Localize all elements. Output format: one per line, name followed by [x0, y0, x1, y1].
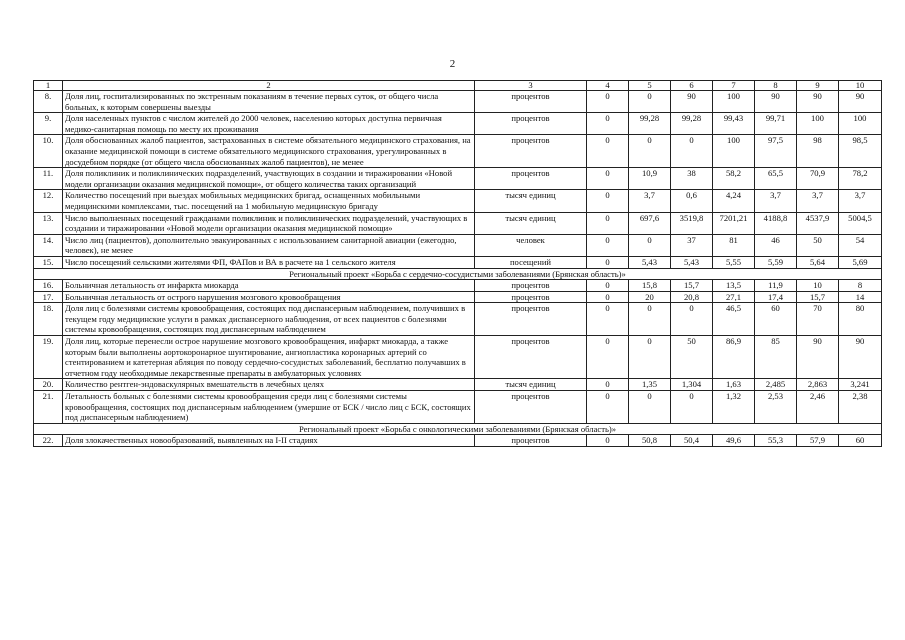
value-cell: 3,7 [629, 190, 671, 212]
section-header-row [34, 423, 882, 435]
indicator-name-cell: Количество рентген-эндоваскулярных вмешательств в лечебных целях [63, 379, 475, 391]
value-cell: 0,6 [671, 190, 713, 212]
table-row [34, 435, 882, 447]
value-cell: 100 [839, 113, 882, 135]
column-number-cell: 10 [839, 81, 882, 91]
column-number-cell: 2 [63, 81, 475, 91]
row-number-cell: 9. [34, 113, 63, 135]
unit-cell: процентов [475, 280, 587, 292]
value-cell: 2,53 [755, 391, 797, 424]
value-cell: 3,7 [839, 190, 882, 212]
value-cell: 90 [755, 91, 797, 113]
value-cell: 5,69 [839, 256, 882, 268]
value-cell: 13,5 [713, 280, 755, 292]
row-number-cell: 13. [34, 212, 63, 234]
row-number-cell: 17. [34, 291, 63, 303]
row-number-cell: 18. [34, 303, 63, 336]
page-number: 2 [449, 58, 456, 70]
row-number-cell: 21. [34, 391, 63, 424]
unit-cell: процентов [475, 291, 587, 303]
value-cell: 0 [587, 435, 629, 447]
unit-cell: процентов [475, 168, 587, 190]
unit-cell: посещений [475, 256, 587, 268]
unit-cell: процентов [475, 135, 587, 168]
value-cell: 50,4 [671, 435, 713, 447]
value-cell: 57,9 [797, 435, 839, 447]
table-row [34, 256, 882, 268]
value-cell: 2,46 [797, 391, 839, 424]
value-cell: 10,9 [629, 168, 671, 190]
section-title: Региональный проект «Борьба с сердечно-сосудистыми заболеваниями (Брянская область)» [34, 268, 882, 280]
value-cell: 98 [797, 135, 839, 168]
column-number-cell: 6 [671, 81, 713, 91]
value-cell: 20,8 [671, 291, 713, 303]
value-cell: 0 [629, 91, 671, 113]
value-cell: 90 [839, 91, 882, 113]
value-cell: 0 [587, 168, 629, 190]
value-cell: 55,3 [755, 435, 797, 447]
value-cell: 46 [755, 234, 797, 256]
value-cell: 0 [587, 256, 629, 268]
value-cell: 0 [587, 336, 629, 379]
value-cell: 50,8 [629, 435, 671, 447]
row-number-cell: 20. [34, 379, 63, 391]
value-cell: 5,43 [629, 256, 671, 268]
indicator-name-cell: Число лиц (пациентов), дополнительно эвакуированных с использованием санитарной авиации (ежегодно, человек), не менее [63, 234, 475, 256]
row-number-cell: 14. [34, 234, 63, 256]
value-cell: 0 [587, 391, 629, 424]
indicator-name-cell: Доля обоснованных жалоб пациентов, застрахованных в системе обязательного медицинского страхования, на оказание медицинской помощи в системе обязательного медицинского страхования, урегулированных в досудебном порядке (от общего числа обоснованных жалоб пациентов), не менее [63, 135, 475, 168]
column-number-cell: 9 [797, 81, 839, 91]
column-number-cell: 5 [629, 81, 671, 91]
value-cell: 100 [797, 113, 839, 135]
value-cell: 1,35 [629, 379, 671, 391]
value-cell: 3,7 [797, 190, 839, 212]
indicator-name-cell: Летальность больных с болезнями системы кровообращения среди лиц с болезнями системы кровообращения, состоящих под диспансерным наблюдением (умершие от БСК / число лиц с БСК, состоящих под диспансерным наблюдением) [63, 391, 475, 424]
row-number-cell: 12. [34, 190, 63, 212]
value-cell: 4188,8 [755, 212, 797, 234]
value-cell: 0 [587, 212, 629, 234]
row-number-cell: 11. [34, 168, 63, 190]
indicator-name-cell: Доля поликлиник и поликлинических подразделений, участвующих в создании и тиражировании «Новой модели организации оказания медицинской помощи», от общего количества таких организаций [63, 168, 475, 190]
value-cell: 78,2 [839, 168, 882, 190]
table-row [34, 135, 882, 168]
unit-cell: процентов [475, 391, 587, 424]
value-cell: 0 [671, 135, 713, 168]
row-number-cell: 19. [34, 336, 63, 379]
table-row [34, 280, 882, 292]
value-cell: 99,28 [629, 113, 671, 135]
table-row [34, 168, 882, 190]
value-cell: 15,7 [671, 280, 713, 292]
value-cell: 5,55 [713, 256, 755, 268]
column-number-cell: 1 [34, 81, 63, 91]
value-cell: 49,6 [713, 435, 755, 447]
unit-cell: тысяч единиц [475, 379, 587, 391]
table-row [34, 212, 882, 234]
value-cell: 11,9 [755, 280, 797, 292]
value-cell: 1,304 [671, 379, 713, 391]
column-number-cell: 3 [475, 81, 587, 91]
column-number-cell: 4 [587, 81, 629, 91]
value-cell: 60 [755, 303, 797, 336]
value-cell: 3,7 [755, 190, 797, 212]
value-cell: 38 [671, 168, 713, 190]
value-cell: 80 [839, 303, 882, 336]
value-cell: 5004,5 [839, 212, 882, 234]
table-row [34, 379, 882, 391]
row-number-cell: 22. [34, 435, 63, 447]
value-cell: 0 [629, 303, 671, 336]
value-cell: 0 [587, 190, 629, 212]
value-cell: 2,485 [755, 379, 797, 391]
unit-cell: тысяч единиц [475, 190, 587, 212]
unit-cell: процентов [475, 435, 587, 447]
indicator-name-cell: Количество посещений при выездах мобильных медицинских бригад, оснащенных мобильными медицинскими комплексами, тыс. посещений на 1 мобильную медицинскую бригаду [63, 190, 475, 212]
value-cell: 0 [587, 234, 629, 256]
value-cell: 97,5 [755, 135, 797, 168]
table-row [34, 234, 882, 256]
value-cell: 14 [839, 291, 882, 303]
value-cell: 37 [671, 234, 713, 256]
value-cell: 90 [671, 91, 713, 113]
indicator-name-cell: Доля злокачественных новообразований, выявленных на I-II стадиях [63, 435, 475, 447]
table-row [34, 91, 882, 113]
indicators-table [33, 80, 882, 447]
value-cell: 81 [713, 234, 755, 256]
value-cell: 3,241 [839, 379, 882, 391]
value-cell: 70,9 [797, 168, 839, 190]
value-cell: 1,63 [713, 379, 755, 391]
value-cell: 50 [671, 336, 713, 379]
value-cell: 50 [797, 234, 839, 256]
value-cell: 100 [713, 135, 755, 168]
value-cell: 17,4 [755, 291, 797, 303]
indicator-name-cell: Больничная летальность от острого нарушения мозгового кровообращения [63, 291, 475, 303]
unit-cell: процентов [475, 303, 587, 336]
value-cell: 0 [587, 135, 629, 168]
value-cell: 0 [587, 280, 629, 292]
value-cell: 99,43 [713, 113, 755, 135]
unit-cell: процентов [475, 113, 587, 135]
value-cell: 98,5 [839, 135, 882, 168]
table-row [34, 391, 882, 424]
value-cell: 100 [713, 91, 755, 113]
value-cell: 65,5 [755, 168, 797, 190]
value-cell: 5,64 [797, 256, 839, 268]
value-cell: 27,1 [713, 291, 755, 303]
value-cell: 99,28 [671, 113, 713, 135]
value-cell: 0 [587, 379, 629, 391]
unit-cell: процентов [475, 336, 587, 379]
value-cell: 46,5 [713, 303, 755, 336]
value-cell: 85 [755, 336, 797, 379]
value-cell: 4537,9 [797, 212, 839, 234]
value-cell: 5,43 [671, 256, 713, 268]
value-cell: 2,863 [797, 379, 839, 391]
row-number-cell: 8. [34, 91, 63, 113]
table-body [34, 81, 882, 447]
value-cell: 7201,21 [713, 212, 755, 234]
value-cell: 20 [629, 291, 671, 303]
value-cell: 2,38 [839, 391, 882, 424]
column-number-cell: 7 [713, 81, 755, 91]
value-cell: 54 [839, 234, 882, 256]
row-number-cell: 10. [34, 135, 63, 168]
unit-cell: человек [475, 234, 587, 256]
header-row [34, 81, 882, 91]
unit-cell: тысяч единиц [475, 212, 587, 234]
section-title: Региональный проект «Борьба с онкологическими заболеваниями (Брянская область)» [34, 423, 882, 435]
value-cell: 60 [839, 435, 882, 447]
value-cell: 0 [671, 303, 713, 336]
table-row [34, 291, 882, 303]
value-cell: 3519,8 [671, 212, 713, 234]
value-cell: 0 [671, 391, 713, 424]
value-cell: 99,71 [755, 113, 797, 135]
value-cell: 5,59 [755, 256, 797, 268]
row-number-cell: 16. [34, 280, 63, 292]
value-cell: 0 [629, 391, 671, 424]
section-header-row [34, 268, 882, 280]
value-cell: 86,9 [713, 336, 755, 379]
value-cell: 0 [587, 303, 629, 336]
value-cell: 0 [629, 336, 671, 379]
value-cell: 70 [797, 303, 839, 336]
row-number-cell: 15. [34, 256, 63, 268]
value-cell: 15,8 [629, 280, 671, 292]
unit-cell: процентов [475, 91, 587, 113]
value-cell: 10 [797, 280, 839, 292]
value-cell: 0 [587, 91, 629, 113]
value-cell: 58,2 [713, 168, 755, 190]
value-cell: 0 [587, 291, 629, 303]
value-cell: 0 [629, 135, 671, 168]
column-number-cell: 8 [755, 81, 797, 91]
value-cell: 90 [839, 336, 882, 379]
value-cell: 697,6 [629, 212, 671, 234]
value-cell: 0 [587, 113, 629, 135]
indicator-name-cell: Число выполненных посещений гражданами поликлиник и поликлинических подразделений, участвующих в создании и тиражировании «Новой модели организации оказания медицинской помощи» [63, 212, 475, 234]
value-cell: 4,24 [713, 190, 755, 212]
indicator-name-cell: Доля лиц, госпитализированных по экстренным показаниям в течение первых суток, от общего числа больных, к которым совершены выезды [63, 91, 475, 113]
value-cell: 0 [629, 234, 671, 256]
value-cell: 15,7 [797, 291, 839, 303]
value-cell: 1,32 [713, 391, 755, 424]
value-cell: 90 [797, 91, 839, 113]
table-row [34, 190, 882, 212]
indicator-name-cell: Больничная летальность от инфаркта миокарда [63, 280, 475, 292]
indicator-name-cell: Доля лиц, которые перенесли острое нарушение мозгового кровообращения, инфаркт миокарда, а также которым были выполнены аортокоронарное шунтирование, ангиопластика коронарных артерий со стентированием и катетерная абляция по поводу сердечно-сосудистых заболеваний, бесплатно получавших в отчетном году необходимые лекарственные препараты в амбулаторных условиях [63, 336, 475, 379]
indicator-name-cell: Доля лиц с болезнями системы кровообращения, состоящих под диспансерным наблюдением, получивших в текущем году медицинские услуги в рамках диспансерного наблюдения, от всех пациентов с болезнями системы кровообращения, состоящих под диспансерным наблюдением [63, 303, 475, 336]
indicator-name-cell: Доля населенных пунктов с числом жителей до 2000 человек, населению которых доступна первичная медико-санитарная помощь по месту их проживания [63, 113, 475, 135]
indicator-name-cell: Число посещений сельскими жителями ФП, ФАПов и ВА в расчете на 1 сельского жителя [63, 256, 475, 268]
value-cell: 8 [839, 280, 882, 292]
value-cell: 90 [797, 336, 839, 379]
table-row [34, 113, 882, 135]
table-row [34, 336, 882, 379]
table-row [34, 303, 882, 336]
